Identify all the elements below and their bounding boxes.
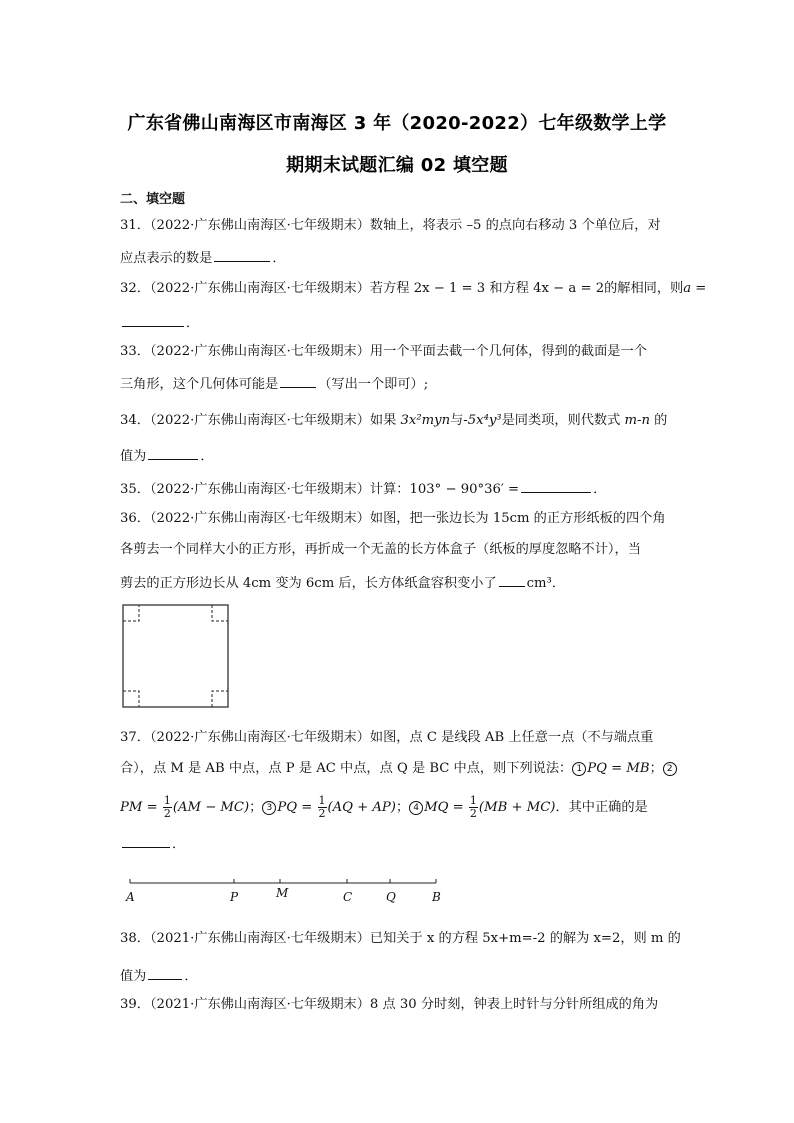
question-32-line-1 (120, 280, 706, 298)
punctuation: ． (272, 251, 286, 266)
question-33-text: 三角形，这个几何体可能是 (120, 377, 279, 392)
circled-number-4: 4 (409, 801, 423, 815)
circled-number-3: 3 (262, 801, 276, 815)
angle-expression: 103° − 90°36′ = (409, 482, 520, 497)
statement-2-rhs: (AM − MC) (172, 800, 250, 815)
question-39-line-1: 39．（2021·广东佛山南海区·七年级期末）8 点 30 分时刻，钟表上时针与分针所组成的角为 (120, 997, 659, 1012)
fraction-numerator: 1 (469, 794, 477, 807)
question-34-mid: 与 (450, 413, 464, 428)
question-38-line-1: 38．（2021·广东佛山南海区·七年级期末）已知关于 x 的方程 5x+m=-2 的解为 x=2，则 m 的 (120, 931, 681, 946)
question-38-line-2 (120, 966, 198, 986)
punctuation: ； (395, 800, 410, 815)
punctuation: ． (593, 482, 607, 497)
statement-4-rhs: (MB + MC) (478, 800, 556, 815)
fraction-denominator: 2 (318, 807, 326, 820)
answer-blank (214, 248, 270, 262)
question-31-line-1: 31．（2022·广东佛山南海区·七年级期末）数轴上，将表示 –5 的点向右移动 3 个单位后，对 (120, 218, 661, 233)
question-35-line (120, 479, 606, 499)
question-32-mid: 和方程 (489, 281, 529, 296)
question-33-line-2 (120, 374, 428, 394)
question-34-line-2 (120, 446, 214, 466)
fraction-denominator: 2 (469, 807, 477, 820)
question-37-text: 合），点 M 是 AB 中点，点 P 是 AC 中点，点 Q 是 BC 中点，则下列说法： (120, 761, 573, 776)
statement-3-rhs: (AQ + AP) (327, 800, 396, 815)
fraction-one-half (318, 795, 327, 820)
question-33-line-1: 33．（2022·广东佛山南海区·七年级期末）用一个平面去截一个几何体，得到的截面是一个 (120, 344, 647, 359)
question-31-line-2 (120, 248, 286, 268)
question-36-line-3 (120, 573, 565, 593)
punctuation: ； (249, 800, 263, 815)
statement-4-lhs: MQ = (424, 800, 464, 815)
question-31-text: 应点表示的数是 (120, 251, 213, 266)
circled-number-2: 2 (663, 762, 677, 776)
term-2: -5x⁴y³ (463, 413, 502, 428)
segment-ab-figure (122, 872, 442, 906)
question-33-hint: （写出一个即可）; (318, 377, 429, 392)
question-36-text: 剪去的正方形边长从 4cm 变为 6cm 后，长方体纸盒容积变小了 (120, 576, 497, 591)
fraction-numerator: 1 (318, 794, 326, 807)
term-1: 3x²myn (400, 413, 451, 428)
question-35-prefix: 35．（2022·广东佛山南海区·七年级期末）计算： (120, 482, 410, 497)
question-38-text: 值为 (120, 969, 147, 984)
answer-blank (122, 834, 170, 848)
point-label-b: B (432, 890, 441, 904)
point-label-a: A (126, 890, 135, 904)
question-37-line-4 (120, 834, 185, 854)
question-36-line-2: 各剪去一个同样大小的正方形，再折成一个无盖的长方体盒子（纸板的厚度忽略不计），当 (120, 542, 641, 557)
equation-2: 4x − a = 2 (533, 281, 605, 296)
answer-blank (499, 573, 525, 587)
question-37-tail: ．其中正确的是 (555, 800, 648, 815)
punctuation: ； (649, 761, 663, 776)
variable-a: a = (683, 281, 707, 296)
fraction-one-half (469, 795, 478, 820)
punctuation: ． (184, 969, 198, 984)
answer-blank (148, 966, 182, 980)
point-label-p: P (230, 890, 239, 904)
statement-1: PQ = MB (587, 761, 650, 776)
answer-blank (521, 479, 591, 493)
unit-cm3: cm³． (526, 576, 566, 591)
answer-blank (280, 374, 316, 388)
equation-1: 2x − 1 = 3 (413, 281, 486, 296)
question-37-line-2 (120, 760, 678, 778)
statement-2-lhs: PM = (120, 800, 158, 815)
question-32-line-2 (120, 313, 199, 333)
circled-number-1: 1 (572, 762, 586, 776)
question-34-text: 值为 (120, 449, 147, 464)
answer-blank (122, 313, 184, 327)
fraction-numerator: 1 (163, 794, 171, 807)
question-34-suffix: 是同类项，则代数式 (501, 413, 621, 428)
document-title-line-1: 广东省佛山南海区市南海区 3 年（2020-2022）七年级数学上学 (127, 113, 667, 134)
punctuation: ． (200, 449, 214, 464)
point-label-q: Q (386, 890, 396, 904)
question-32-suffix: 的解相同，则 (604, 281, 684, 296)
answer-blank (148, 446, 198, 460)
point-label-c: C (343, 890, 353, 904)
punctuation: ． (186, 316, 200, 331)
section-heading: 二、填空题 (120, 192, 186, 207)
fraction-denominator: 2 (163, 807, 171, 820)
statement-3-lhs: PQ = (277, 800, 313, 815)
point-label-m: M (276, 886, 289, 900)
question-34-tail: 的 (654, 413, 668, 428)
question-36-line-1: 36．（2022·广东佛山南海区·七年级期末）如图，把一张边长为 15cm 的正方形纸板的四个角 (120, 511, 666, 526)
expression-m-n: m-n (624, 413, 650, 428)
fraction-one-half (163, 795, 172, 820)
question-34-line-1 (120, 412, 667, 430)
document-title-line-2: 期期末试题汇编 02 填空题 (286, 155, 508, 176)
question-37-line-1: 37．（2022·广东佛山南海区·七年级期末）如图，点 C 是线段 AB 上任意一点（不与端点重 (120, 730, 654, 745)
square-cardboard-figure (122, 604, 229, 708)
punctuation: ． (172, 837, 186, 852)
question-37-line-3 (120, 795, 648, 820)
question-32-prefix: 32．（2022·广东佛山南海区·七年级期末）若方程 (120, 281, 410, 296)
question-34-prefix: 34．（2022·广东佛山南海区·七年级期末）如果 (120, 413, 397, 428)
